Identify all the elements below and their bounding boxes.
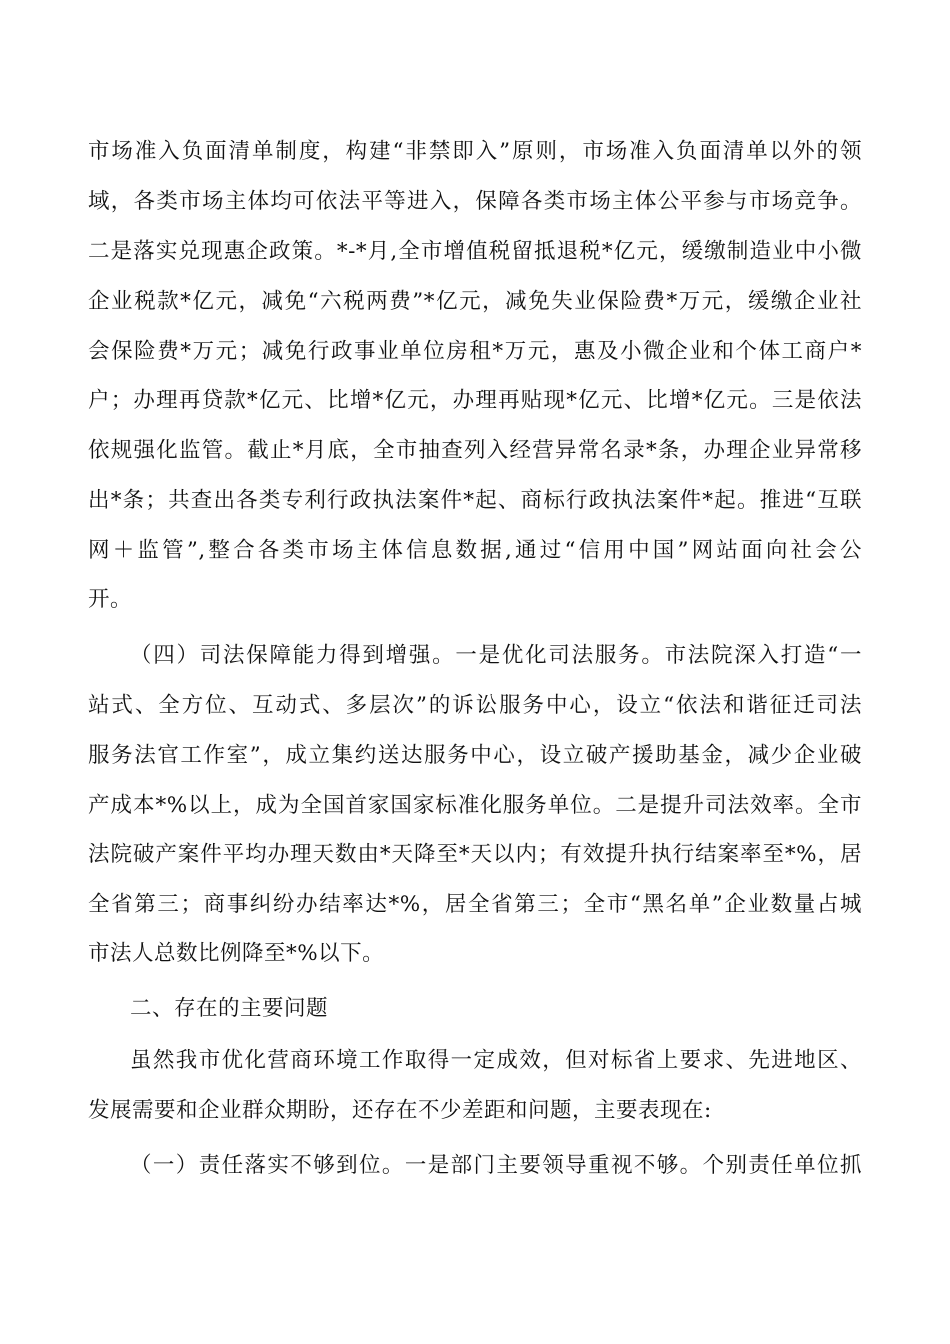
paragraph-line: 产成本*%以上，成为全国首家国家标准化服务单位。二是提升司法效率。全市	[88, 793, 862, 818]
paragraph-line: 企业税款*亿元，减免“六税两费”*亿元，减免失业保险费*万元，缓缴企业社	[88, 289, 862, 314]
paragraph-line: 户；办理再贷款*亿元、比增*亿元，办理再贴现*亿元、比增*亿元。三是依法	[88, 388, 862, 413]
paragraph-line: （四）司法保障能力得到增强。一是优化司法服务。市法院深入打造“一	[130, 643, 862, 668]
paragraph-line: 域，各类市场主体均可依法平等进入，保障各类市场主体公平参与市场竞争。	[88, 189, 862, 214]
paragraph-line: 法院破产案件平均办理天数由*天降至*天以内；有效提升执行结案率至*%，居	[88, 842, 862, 867]
paragraph-line: 全省第三；商事纠纷办结率达*%，居全省第三；全市“黑名单”企业数量占城	[88, 892, 862, 917]
paragraph-line: 服务法官工作室”，成立集约送达服务中心，设立破产援助基金，减少企业破	[88, 743, 862, 768]
paragraph-line: 依规强化监管。截止*月底，全市抽查列入经营异常名录*条，办理企业异常移	[88, 438, 862, 463]
section-heading: 二、存在的主要问题	[130, 996, 329, 1021]
paragraph-line: 发展需要和企业群众期盼，还存在不少差距和问题，主要表现在:	[88, 1098, 712, 1123]
paragraph-line: 网＋监管”,整合各类市场主体信息数据,通过“信用中国”网站面向社会公	[88, 538, 862, 563]
paragraph-line: 市法人总数比例降至*%以下。	[88, 941, 385, 966]
paragraph-line: 出*条；共查出各类专利行政执法案件*起、商标行政执法案件*起。推进“互联	[88, 488, 862, 513]
paragraph-line: 市场准入负面清单制度，构建“非禁即入”原则，市场准入负面清单以外的领	[88, 139, 862, 164]
paragraph-line: 二是落实兑现惠企政策。*-*月,全市增值税留抵退税*亿元，缓缴制造业中小微	[88, 239, 862, 264]
paragraph-line: （一）责任落实不够到位。一是部门主要领导重视不够。个别责任单位抓	[130, 1153, 862, 1178]
paragraph-line: 会保险费*万元；减免行政事业单位房租*万元，惠及小微企业和个体工商户*	[88, 339, 862, 364]
paragraph-line: 虽然我市优化营商环境工作取得一定成效，但对标省上要求、先进地区、	[130, 1048, 862, 1073]
paragraph-line: 站式、全方位、互动式、多层次”的诉讼服务中心，设立“依法和谐征迁司法	[88, 693, 862, 718]
paragraph-line: 开。	[88, 587, 133, 612]
